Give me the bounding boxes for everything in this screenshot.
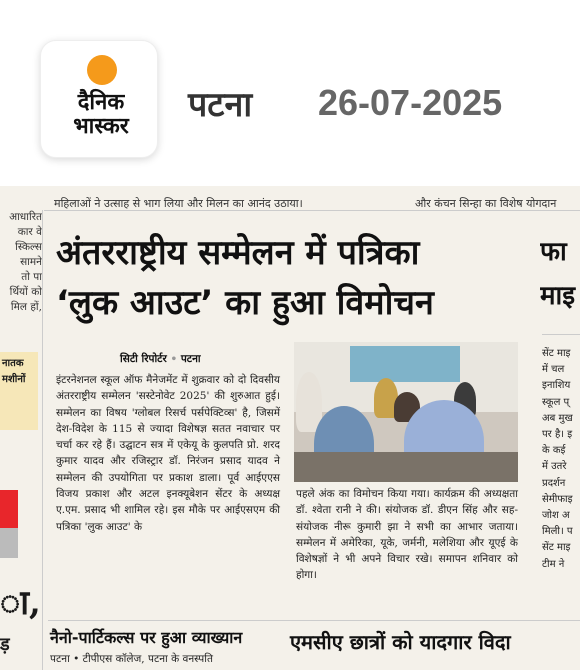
left-box-line: नातक: [2, 358, 24, 369]
right-line: में उतरे: [542, 461, 567, 473]
top-caption-left: महिलाओं ने उत्साह से भाग लिया और मिलन का आनंद उठाया।: [54, 197, 303, 210]
left-fragment-2: ड़: [0, 634, 10, 655]
right-line: सेंट माइ: [542, 348, 571, 359]
left-line: तो पा: [21, 271, 42, 283]
byline-reporter: सिटी रिपोर्टर: [120, 353, 167, 365]
top-caption-right: और कंचन सिन्हा का विशेष योगदान: [415, 197, 557, 210]
byline-city: पटना: [180, 353, 201, 365]
right-line: प्रदर्शन: [542, 477, 566, 489]
sub-article-right-title: एमसीए छात्रों को यादगार विदा: [290, 630, 511, 654]
right-line: टीम ने: [542, 558, 565, 570]
dainik-bhaskar-logo[interactable]: [40, 40, 158, 158]
header: [0, 0, 580, 186]
headline-line2: ‘लुक आउट’ का हुआ विमोचन: [56, 283, 434, 323]
right-line: सेंट माइ: [542, 542, 571, 554]
grey-accent-bar: [0, 528, 18, 558]
left-line: आधारित: [9, 211, 42, 223]
right-column-text: [542, 346, 580, 573]
city-name: पटना: [188, 85, 253, 125]
right-line: में चल: [542, 364, 565, 376]
headline-line1: अंतरराष्ट्रीय सम्मेलन में पत्रिका: [56, 233, 420, 273]
left-line: सामने: [20, 256, 42, 268]
left-column-box: [0, 352, 38, 430]
left-line: कार वे: [17, 226, 42, 238]
divider: [48, 620, 580, 621]
sun-icon: [87, 55, 117, 85]
right-headline-line2: माइ: [540, 281, 576, 311]
article-body-col1: इंटरनेशनल स्कूल ऑफ मैनेजमेंट में शुक्रवार को दो दिवसीय अंतरराष्ट्रीय सम्मेलन 'सस्टेनोवेट 2025' की शुरुआत हुई। सम्मेलन का विषय 'ग्लोबल रिसर्च पर्सपेक्टिव्स' है, जिसमें देश-विदेश के 115 से ज्यादा विशेषज्ञ सतत नवाचार पर चर्चा कर रहे हैं। उद्घाटन सत्र में एकेयू के कुलपति प्रो. शरद कुमार यादव और रजिस्ट्रार डॉ. निरंजन प्रसाद यादव ने सम्मेलन की उपयोगिता पर प्रकाश डाला। पूर्व आईएएस विजय प्रकाश और अटल इनक्यूबेशन सेंटर के अध्यक्ष ए.एम. प्रसाद भी शामिल रहे। इस मौके पर आईएसएम की पत्रिका 'लुक आउट' के: [56, 374, 280, 533]
column-divider: [42, 210, 43, 670]
sub-article-left-title: नैनो-पार्टिकल्स पर हुआ व्याख्यान: [50, 628, 243, 647]
article-body-col2: पहले अंक का विमोचन किया गया। कार्यक्रम की अध्यक्षता डॉ. श्वेता रानी ने की। संयोजक डॉ. डीएन सिंह और सह-संयोजक नीरू कुमारी झा ने सभी का आभार जताया। सम्मेलन में अमेरिका, यूके, जर्मनी, मलेशिया और यूएई के विशेषज्ञों ने भी अपने विचार रखे। समापन शनिवार को होगा।: [296, 488, 518, 582]
red-accent-bar: [0, 490, 18, 528]
right-line: स्कूल प्: [542, 396, 570, 408]
left-line: मिल हों,: [10, 301, 42, 313]
right-line: पर है। इ: [542, 429, 573, 441]
event-photo: [294, 342, 518, 482]
left-fragment-1: ा,: [0, 583, 41, 623]
byline: सिटी रिपोर्टर • पटना: [120, 353, 201, 365]
right-line: अब मुख: [542, 412, 573, 424]
right-line: इनाशिय: [542, 380, 571, 392]
article-headline: [56, 228, 531, 328]
edition-date: 26-07-2025: [318, 82, 503, 123]
divider: [542, 334, 580, 335]
logo-line2: भास्कर: [73, 114, 129, 139]
right-headline-line1: फा: [540, 237, 567, 267]
right-column-headline: [540, 230, 580, 318]
right-line: मिली। प: [542, 526, 573, 538]
left-line: र्थियों को: [9, 286, 42, 298]
right-line: जोश अ: [542, 510, 570, 522]
left-box-line: मशीनों: [2, 374, 26, 385]
right-line: सेमीफाइ: [542, 493, 573, 505]
left-line: स्किल्स: [15, 241, 42, 253]
right-line: के कई: [542, 445, 566, 457]
left-column-text: [0, 210, 42, 315]
divider: [44, 210, 580, 211]
sub-article-left-text: पटना • टीपीएस कॉलेज, पटना के वनस्पति: [50, 653, 213, 665]
logo-line1: दैनिक: [77, 90, 125, 115]
